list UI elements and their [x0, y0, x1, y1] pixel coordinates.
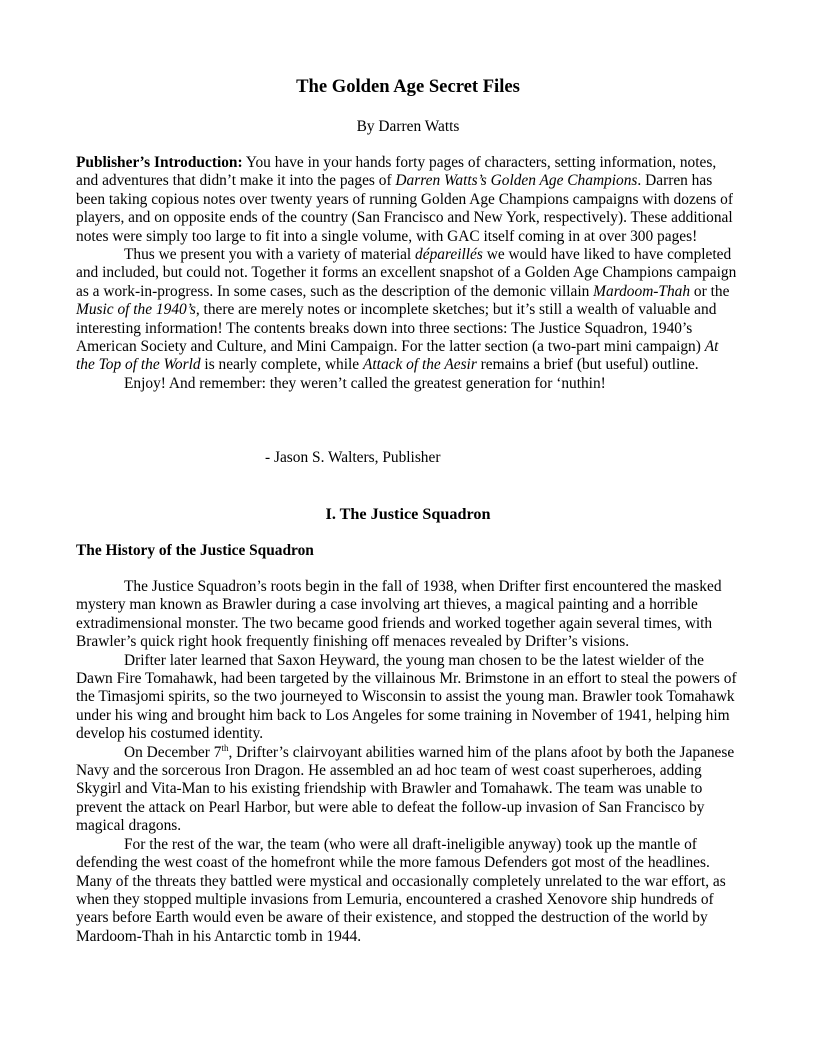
history-paragraph-2: Drifter later learned that Saxon Heyward, the young man chosen to be the latest wielder of the Dawn Fire Tomahawk, had been targeted by the villainous Mr. Brimstone in an effort to steal the powers of the Timasjomi spirits, so the two journeyed to Wisconsin to assist the young man. Brawler took Tomahawk under his wing and brought him back to Los Angeles for some training in November of 1941, helping him develop his costumed identity.: [76, 651, 737, 743]
intro-paragraph-1: Publisher’s Introduction: You have in your hands forty pages of characters, setting information, notes, and adventures that didn’t make it into the pages of Darren Watts’s Golden Age Champions. Darren has been taking copious notes over twenty years of running Golden Age Champions campaigns with dozens of players, and on opposite ends of the country (San Francisco and New York, respectively). These additional notes were simply too large to fit into a single volume, with GAC itself coming in at over 300 pages!: [76, 154, 733, 245]
document-title: The Golden Age Secret Files: [296, 76, 520, 97]
section-subheading: The History of the Justice Squadron: [76, 542, 314, 559]
book-title: Darren Watts’s Golden Age Champions: [395, 172, 638, 190]
publisher-introduction: [76, 154, 740, 393]
author-byline: By Darren Watts: [356, 118, 460, 135]
section-heading: I. The Justice Squadron: [325, 505, 491, 523]
intro-paragraph-3: Enjoy! And remember: they weren’t called the greatest generation for ‘nuthin!: [124, 374, 606, 392]
publisher-signature: - Jason S. Walters, Publisher: [265, 449, 441, 466]
history-paragraph-1: The Justice Squadron’s roots begin in the fall of 1938, when Drifter first encountered the masked mystery man known as Brawler during a case involving art thieves, a magical painting and a horrible extradimensional monster. The two became good friends and worked together again several times, with Brawler’s quick right hook frequently finishing off menaces revealed by Drifter’s visions.: [76, 578, 722, 651]
history-body: [76, 578, 740, 946]
history-paragraph-4: For the rest of the war, the team (who were all draft-ineligible anyway) took up the mantle of defending the west coast of the homefront while the more famous Defenders got most of the headlines. Many of the threats they battled were mystical and occasionally completely unrelated to the war effort, as when they stopped multiple invasions from Lemuria, encountered a crashed Xenovore ship hundreds of years before Earth would even be aware of their existence, and stopped the destruction of the world by Mardoom-Thah in his Antarctic tomb in 1944.: [76, 835, 726, 945]
intro-paragraph-2: Thus we present you with a variety of material dépareillés we would have liked to have completed and included, but could not. Together it forms an excellent snapshot of a Golden Age Champions campaign as a work-in-progress. In some cases, such as the description of the demonic villain Mardoom-Thah or the Music of the 1940’s, there are merely notes or incomplete sketches; but it’s still a wealth of valuable and interesting information! The contents breaks down into three sections: The Justice Squadron, 1940’s American Society and Culture, and Mini Campaign. For the latter section (a two-part mini campaign) At the Top of the World is nearly complete, while Attack of the Aesir remains a brief (but useful) outline.: [76, 246, 737, 374]
history-paragraph-3: On December 7th, Drifter’s clairvoyant abilities warned him of the plans afoot by both the Japanese Navy and the sorcerous Iron Dragon. He assembled an ad hoc team of west coast superheroes, adding Skygirl and Vita-Man to his existing friendship with Brawler and Tomahawk. The team was unable to prevent the attack on Pearl Harbor, but were able to defeat the follow-up invasion of San Francisco by magical dragons.: [76, 742, 735, 835]
intro-label: Publisher’s Introduction:: [76, 154, 243, 171]
